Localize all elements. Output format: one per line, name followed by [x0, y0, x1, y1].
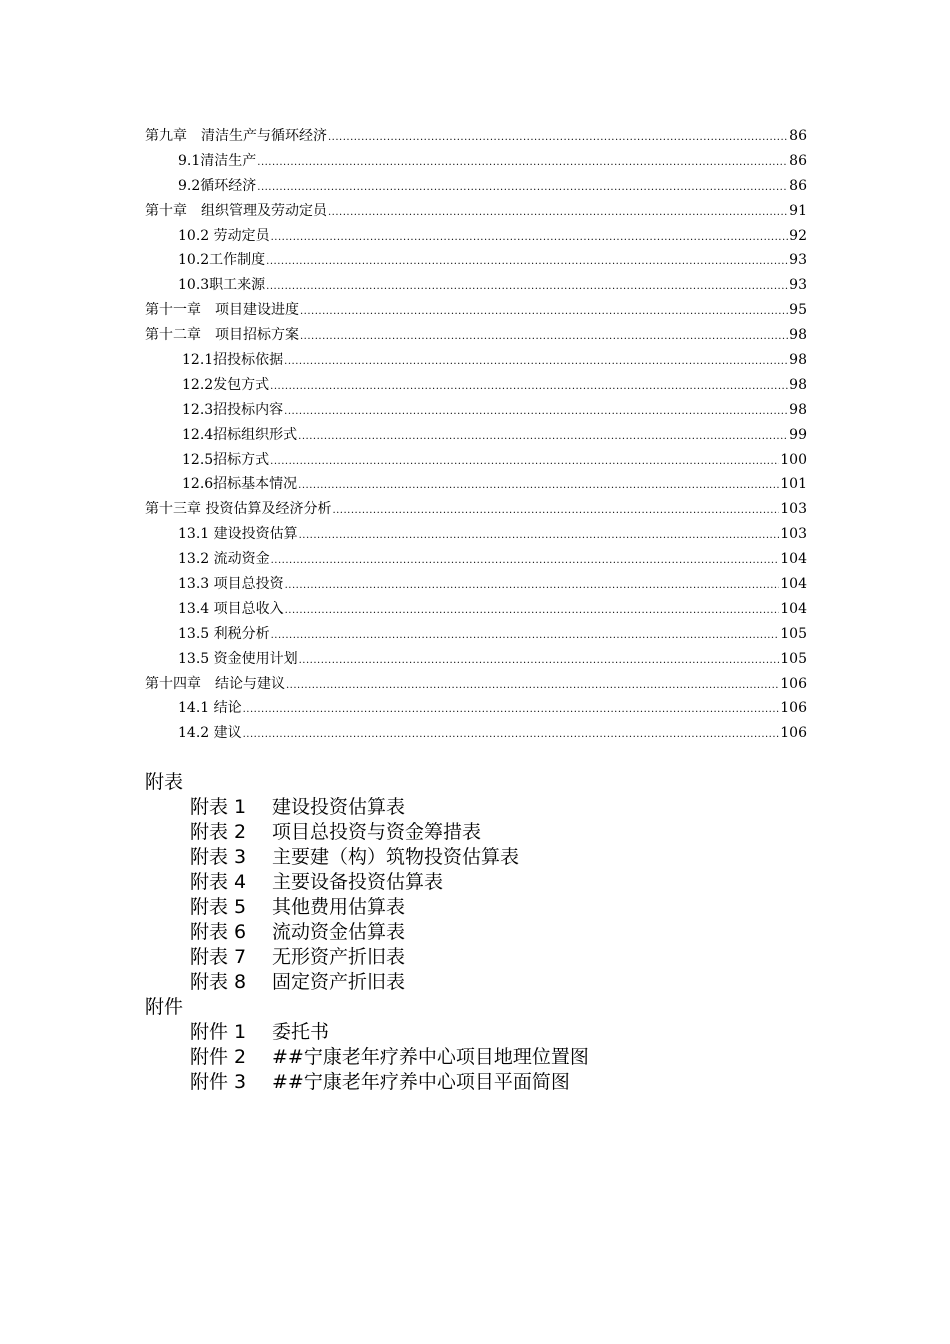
- item-label: 附表 7: [190, 946, 247, 968]
- toc-leader: [286, 674, 779, 699]
- toc-entry[interactable]: [145, 323, 807, 348]
- appendix-table-item[interactable]: [145, 920, 589, 945]
- toc-page: 98: [789, 327, 807, 344]
- toc-leader: [266, 275, 788, 300]
- toc-entry[interactable]: [145, 597, 807, 622]
- toc-entry[interactable]: [145, 373, 807, 398]
- toc-leader: [298, 474, 779, 499]
- toc-page: 93: [789, 252, 807, 269]
- appendix-table-item[interactable]: [145, 820, 589, 845]
- item-title: 建设投资估算表: [272, 796, 406, 818]
- toc-title: 12.6招标基本情况: [182, 476, 298, 493]
- toc-page: 106: [780, 725, 807, 742]
- item-label: 附表 1: [190, 796, 247, 818]
- toc-page: 106: [780, 700, 807, 717]
- toc-title: 第十四章 结论与建议: [145, 675, 285, 692]
- toc-leader: [328, 126, 788, 151]
- toc-title: 13.4 项目总收入: [178, 600, 284, 617]
- toc-leader: [300, 300, 788, 325]
- toc-entry[interactable]: [145, 547, 807, 572]
- item-title: 主要设备投资估算表: [272, 871, 444, 893]
- toc-title: 12.5招标方式: [182, 451, 270, 468]
- toc-title: 12.2发包方式: [182, 376, 270, 393]
- toc-page: 91: [789, 202, 807, 219]
- toc-entry[interactable]: [145, 497, 807, 522]
- toc-leader: [284, 350, 788, 375]
- toc-title: 第十二章 项目招标方案: [145, 327, 299, 344]
- item-label: 附表 6: [190, 921, 247, 943]
- toc-entry[interactable]: [145, 472, 807, 497]
- appendix-table-item[interactable]: [145, 895, 589, 920]
- toc-title: 9.1清洁生产: [178, 152, 257, 169]
- toc-page: 104: [780, 600, 807, 617]
- toc-entry[interactable]: [145, 721, 807, 746]
- toc-page: 98: [789, 401, 807, 418]
- toc-entry[interactable]: [145, 672, 807, 697]
- toc-title: 12.4招标组织形式: [182, 426, 298, 443]
- toc-leader: [270, 450, 779, 475]
- toc-page: 101: [780, 476, 807, 493]
- toc-leader: [243, 723, 780, 748]
- toc-title: 第十章 组织管理及劳动定员: [145, 202, 327, 219]
- toc-title: 9.2循环经济: [178, 177, 257, 194]
- toc-entry[interactable]: [145, 622, 807, 647]
- toc-leader: [299, 649, 780, 674]
- toc-title: 13.1 建设投资估算: [178, 526, 298, 543]
- attachment-item[interactable]: [145, 1045, 589, 1070]
- toc-leader: [300, 325, 788, 350]
- toc-leader: [328, 201, 788, 226]
- toc-entry[interactable]: [145, 423, 807, 448]
- toc-title: 第九章 清洁生产与循环经济: [145, 128, 327, 144]
- item-title: ##宁康老年疗养中心项目地理位置图: [272, 1046, 589, 1068]
- toc-leader: [257, 151, 788, 176]
- toc-entry[interactable]: [145, 149, 807, 174]
- toc-title: 10.2工作制度: [178, 252, 266, 269]
- item-title: 无形资产折旧表: [272, 946, 406, 968]
- toc-leader: [285, 574, 780, 599]
- item-label: 附表 4: [190, 871, 247, 893]
- toc-page: 93: [789, 277, 807, 294]
- toc-title: 12.3招投标内容: [182, 401, 284, 418]
- appendix-table-item[interactable]: [145, 795, 589, 820]
- item-label: 附表 3: [190, 846, 247, 868]
- appendix-table-item[interactable]: [145, 945, 589, 970]
- toc-page: 104: [780, 576, 807, 593]
- toc-entry[interactable]: [145, 298, 807, 323]
- toc-leader: [332, 499, 779, 524]
- appendix-table-item[interactable]: [145, 970, 589, 995]
- item-label: 附表 8: [190, 971, 247, 993]
- item-title: 项目总投资与资金筹措表: [272, 821, 482, 843]
- toc-entry[interactable]: [145, 522, 807, 547]
- toc-entry[interactable]: [145, 448, 807, 473]
- toc-title: 第十一章 项目建设进度: [145, 302, 299, 319]
- item-title: 委托书: [272, 1021, 330, 1043]
- appendix-lists: [145, 770, 589, 1095]
- toc-entry[interactable]: [145, 124, 807, 149]
- toc-title: 13.3 项目总投资: [178, 576, 284, 593]
- toc-title: 10.3职工来源: [178, 277, 266, 294]
- toc-page: 105: [780, 625, 807, 642]
- toc-leader: [271, 624, 780, 649]
- toc-title: 第十三章 投资估算及经济分析: [145, 501, 332, 518]
- item-label: 附表 5: [190, 896, 247, 918]
- table-of-contents: [145, 124, 807, 746]
- toc-entry[interactable]: [145, 696, 807, 721]
- toc-entry[interactable]: [145, 348, 807, 373]
- toc-page: 86: [789, 177, 807, 194]
- toc-page: 98: [789, 376, 807, 393]
- toc-leader: [284, 400, 788, 425]
- toc-leader: [266, 250, 788, 275]
- toc-page: 95: [789, 302, 807, 319]
- toc-page: 106: [780, 675, 807, 692]
- attachments-section-title: 附件: [145, 996, 184, 1018]
- toc-page: 105: [780, 650, 807, 667]
- toc-leader: [271, 549, 780, 574]
- toc-page: 99: [789, 426, 807, 443]
- toc-page: 104: [780, 551, 807, 568]
- toc-entry[interactable]: [145, 398, 807, 423]
- item-title: 主要建（构）筑物投资估算表: [272, 846, 520, 868]
- toc-page: 103: [780, 501, 807, 518]
- toc-title: 14.2 建议: [178, 725, 242, 742]
- appendix-table-item[interactable]: [145, 870, 589, 895]
- toc-page: 103: [780, 526, 807, 543]
- toc-title: 14.1 结论: [178, 700, 242, 717]
- item-title: 流动资金估算表: [272, 921, 406, 943]
- item-label: 附件 2: [190, 1046, 247, 1068]
- item-title: ##宁康老年疗养中心项目平面简图: [272, 1071, 570, 1093]
- toc-title: 13.5 利税分析: [178, 625, 270, 642]
- toc-page: 86: [789, 152, 807, 169]
- toc-page: 100: [780, 451, 807, 468]
- toc-title: 13.5 资金使用计划: [178, 650, 298, 667]
- toc-entry[interactable]: [145, 174, 807, 199]
- toc-page: 92: [789, 227, 807, 244]
- toc-entry[interactable]: [145, 199, 807, 224]
- toc-page: 98: [789, 352, 807, 369]
- toc-entry[interactable]: [145, 248, 807, 273]
- item-label: 附件 1: [190, 1021, 247, 1043]
- toc-leader: [243, 698, 780, 723]
- toc-title: 12.1招投标依据: [182, 352, 284, 369]
- toc-leader: [299, 524, 780, 549]
- attachment-item[interactable]: [145, 1070, 589, 1095]
- toc-page: 86: [789, 128, 807, 144]
- toc-leader: [285, 599, 780, 624]
- appendix-table-item[interactable]: [145, 845, 589, 870]
- toc-leader: [271, 226, 789, 251]
- toc-entry[interactable]: [145, 273, 807, 298]
- item-title: 固定资产折旧表: [272, 971, 406, 993]
- toc-leader: [270, 375, 788, 400]
- toc-title: 10.2 劳动定员: [178, 227, 270, 244]
- toc-title: 13.2 流动资金: [178, 551, 270, 568]
- toc-entry[interactable]: [145, 572, 807, 597]
- toc-leader: [257, 176, 788, 201]
- item-title: 其他费用估算表: [272, 896, 406, 918]
- attachment-item[interactable]: [145, 1020, 589, 1045]
- toc-entry[interactable]: [145, 647, 807, 672]
- tables-section-title: 附表: [145, 771, 184, 793]
- toc-entry[interactable]: [145, 224, 807, 249]
- toc-leader: [298, 425, 788, 450]
- item-label: 附表 2: [190, 821, 247, 843]
- item-label: 附件 3: [190, 1071, 247, 1093]
